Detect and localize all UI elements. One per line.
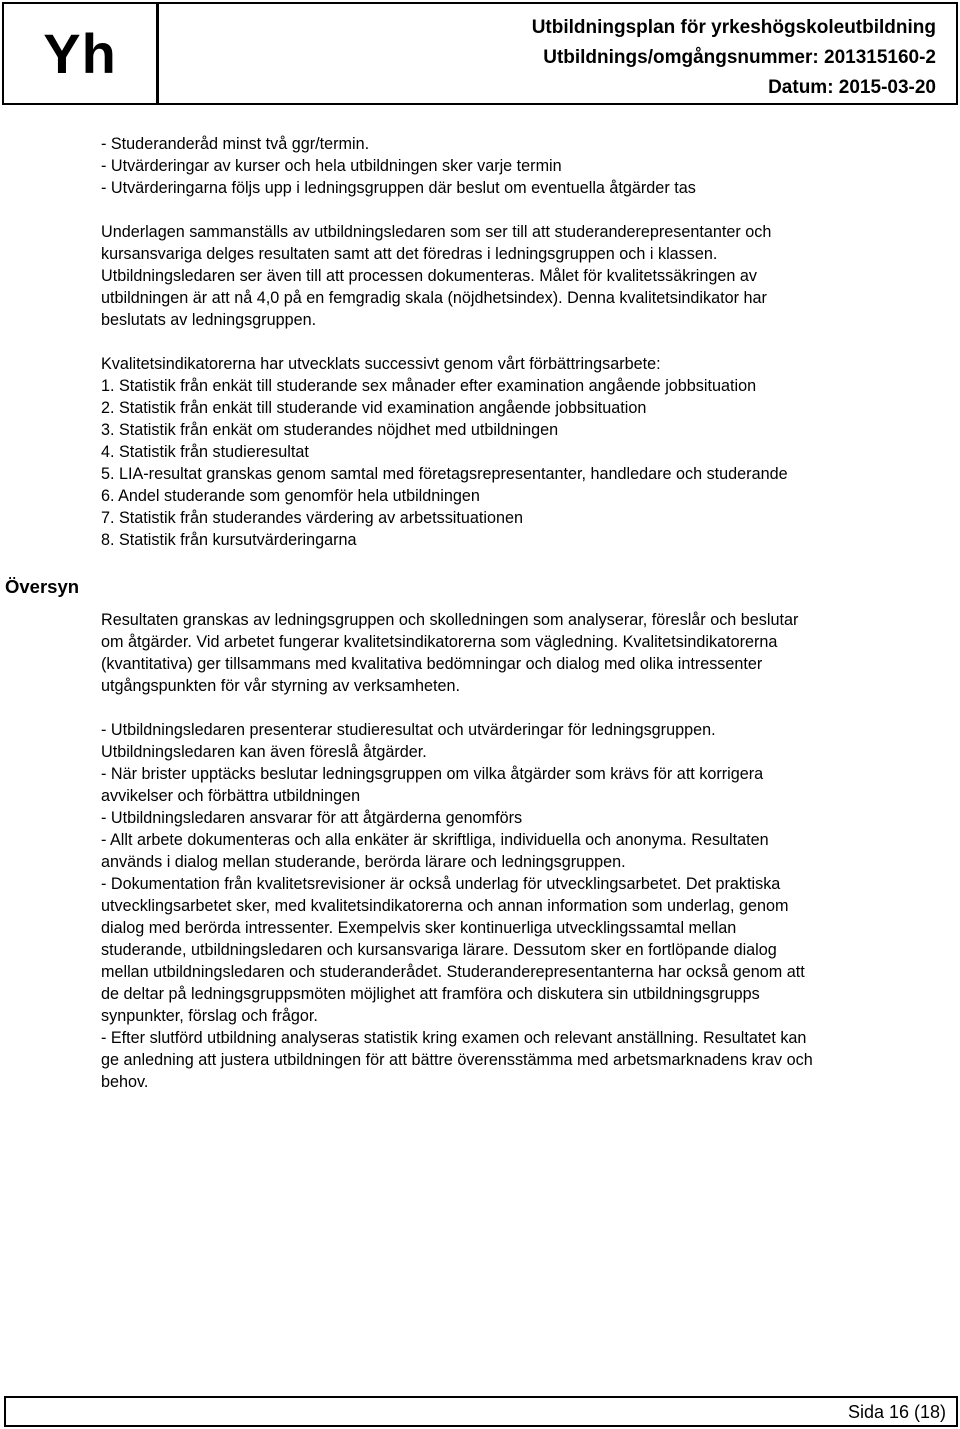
text-line: - När brister upptäcks beslutar ledningsgruppen om vilka åtgärder som krävs för att korrigera xyxy=(101,765,764,783)
text-line: mellan utbildningsledaren och studeranderådet. Studeranderepresentanterna har också genom att xyxy=(101,963,805,981)
text-line: studerande, utbildningsledaren och kursansvariga lärare. Dessutom sker en fortlöpande dialog xyxy=(101,941,777,959)
page-number: Sida 16 (18) xyxy=(847,1402,946,1422)
text-line: avvikelser och förbättra utbildningen xyxy=(101,787,361,805)
text-line: kursansvariga delges resultaten samt att det föredras i ledningsgruppen och i klassen. xyxy=(101,245,718,263)
text-line: Utbildningsledaren kan även föreslå åtgärder. xyxy=(101,743,427,761)
text-line: - Dokumentation från kvalitetsrevisioner är också underlag för utvecklingsarbetet. Det praktiska xyxy=(101,875,781,893)
text-line: Resultaten granskas av ledningsgruppen och skolledningen som analyserar, föreslår och beslutar xyxy=(101,611,799,629)
text-line: utvecklingsarbetet sker, med kvalitetsindikatorerna och annan information som underlag, genom xyxy=(101,897,789,915)
text-line: synpunkter, förslag och frågor. xyxy=(101,1007,318,1025)
text-line: - Studeranderåd minst två ggr/termin. xyxy=(101,135,370,153)
page-footer xyxy=(4,1396,958,1427)
list-item: 5. LIA-resultat granskas genom samtal med företagsrepresentanter, handledare och studerande xyxy=(101,465,788,483)
paragraph-block-1 xyxy=(101,133,956,199)
section-label-oversyn: Översyn xyxy=(5,576,80,597)
document-header xyxy=(157,2,958,105)
text-line: - Utbildningsledaren ansvarar för att åtgärderna genomförs xyxy=(101,809,523,827)
text-line: - Allt arbete dokumenteras och alla enkäter är skriftliga, individuella och anonyma. Resultaten xyxy=(101,831,769,849)
list-item: 2. Statistik från enkät till studerande vid examination angående jobbsituation xyxy=(101,399,647,417)
logo-box xyxy=(2,2,158,105)
text-line: dialog med berörda intressenter. Exempelvis sker kontinuerliga utvecklingssamtal mellan xyxy=(101,919,737,937)
list-intro: Kvalitetsindikatorerna har utvecklats successivt genom vårt förbättringsarbete: xyxy=(101,355,661,373)
document-title: Utbildningsplan för yrkeshögskoleutbildning xyxy=(531,17,936,38)
list-item: 8. Statistik från kursutvärderingarna xyxy=(101,531,357,549)
list-item: 6. Andel studerande som genomför hela utbildningen xyxy=(101,487,480,505)
text-line: utgångspunkten för vår styrning av verksamheten. xyxy=(101,677,461,695)
indicator-list xyxy=(101,353,956,551)
text-line: - Efter slutförd utbildning analyseras statistik kring examen och relevant anställning. Resultatet kan xyxy=(101,1029,807,1047)
text-line: om åtgärder. Vid arbetet fungerar kvalitetsindikatorerna som vägledning. Kvalitetsindikatorerna xyxy=(101,633,778,651)
text-line: behov. xyxy=(101,1073,149,1091)
document-date: Datum: 2015-03-20 xyxy=(768,77,936,98)
text-line: ge anledning att justera utbildningen för att bättre överensstämma med arbetsmarknadens krav och xyxy=(101,1051,813,1069)
list-item: 4. Statistik från studieresultat xyxy=(101,443,309,461)
paragraph-block-4 xyxy=(101,609,956,697)
text-line: - Utvärderingarna följs upp i ledningsgruppen där beslut om eventuella åtgärder tas xyxy=(101,179,696,197)
text-line: utbildningen är att nå 4,0 på en femgradig skala (nöjdhetsindex). Denna kvalitetsindikator har xyxy=(101,289,767,307)
paragraph-block-5 xyxy=(101,719,956,1093)
text-line: beslutats av ledningsgruppen. xyxy=(101,311,317,329)
text-line: Underlagen sammanställs av utbildningsledaren som ser till att studeranderepresentanter och xyxy=(101,223,772,241)
text-line: - Utvärderingar av kurser och hela utbildningen sker varje termin xyxy=(101,157,562,175)
text-line: - Utbildningsledaren presenterar studieresultat och utvärderingar för ledningsgruppen. xyxy=(101,721,716,739)
list-item: 3. Statistik från enkät om studerandes nöjdhet med utbildningen xyxy=(101,421,559,439)
text-line: de deltar på ledningsgruppsmöten möjlighet att framföra och diskutera sin utbildningsgrupps xyxy=(101,985,760,1003)
text-line: används i dialog mellan studerande, berörda lärare och ledningsgruppen. xyxy=(101,853,626,871)
text-line: Utbildningsledaren ser även till att processen dokumenteras. Målet för kvalitetssäkringen av xyxy=(101,267,757,285)
text-line: (kvantitativa) ger tillsammans med kvalitativa bedömningar och dialog med olika intressenter xyxy=(101,655,763,673)
paragraph-block-2 xyxy=(101,221,956,331)
main-content xyxy=(101,133,956,1093)
yh-logo: Yh xyxy=(43,22,117,85)
program-number: Utbildnings/omgångsnummer: 201315160-2 xyxy=(543,47,936,68)
list-item: 7. Statistik från studerandes värdering av arbetssituationen xyxy=(101,509,524,527)
list-item: 1. Statistik från enkät till studerande sex månader efter examination angående jobbsituation xyxy=(101,377,757,395)
